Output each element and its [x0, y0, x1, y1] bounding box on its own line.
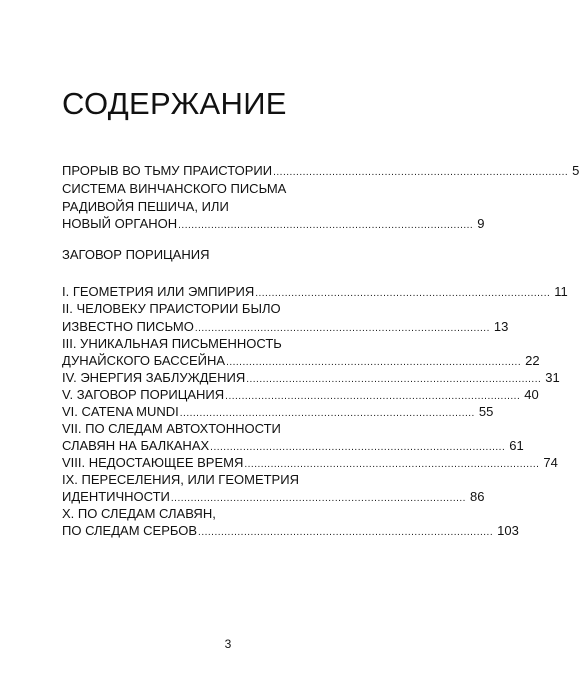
toc-entry [62, 471, 299, 489]
toc-entry [62, 420, 281, 438]
toc-entry-page: 40 [524, 387, 539, 402]
toc-leader-dots: .......................................................................................... [198, 527, 494, 538]
toc-leader-dots: .......................................................................................... [255, 288, 551, 299]
toc-leader-dots: .......................................................................................... [226, 357, 522, 368]
toc-entry-title: VIII. НЕДОСТАЮЩЕЕ ВРЕМЯ [62, 455, 244, 470]
toc-entry-title: СЛАВЯН НА БАЛКАНАХ [62, 438, 210, 453]
toc-entry-title: ИЗВЕСТНО ПИСЬМО [62, 319, 194, 334]
toc-entry-title: ЗАГОВОР ПОРИЦАНИЯ [62, 247, 210, 262]
toc-entry-title: I. ГЕОМЕТРИЯ ИЛИ ЭМПИРИЯ [62, 284, 255, 299]
toc-entry-page: 31 [545, 370, 560, 385]
toc-entry-title: ИДЕНТИЧНОСТИ [62, 489, 170, 504]
toc-entry-title: IX. ПЕРЕСЕЛЕНИЯ, ИЛИ ГЕОМЕТРИЯ [62, 472, 299, 487]
toc-entry [62, 335, 282, 353]
toc-entry-title: X. ПО СЛЕДАМ СЛАВЯН, [62, 506, 216, 521]
page-number: 3 [224, 637, 232, 651]
toc-entry-title: ДУНАЙСКОГО БАССЕЙНА [62, 353, 226, 368]
toc-entry-page: 61 [509, 438, 524, 453]
toc-entry-title: VI. CATENA MUNDI [62, 404, 179, 419]
toc-leader-dots: .......................................................................................... [179, 408, 475, 419]
toc-entry-page: 55 [478, 404, 494, 419]
toc-entry-page: 5 [572, 163, 579, 178]
toc-leader-dots: .......................................................................................... [225, 391, 521, 402]
toc-entry-page: 13 [493, 319, 509, 334]
toc-entry-title: РАДИВОЙЯ ПЕШИЧА, ИЛИ [62, 199, 229, 214]
toc-entry-page: 11 [554, 284, 568, 299]
page-title: СОДЕРЖАНИЕ [62, 86, 287, 121]
toc-leader-dots: .......................................................................................... [178, 220, 474, 231]
toc-entry-page: 9 [477, 216, 485, 231]
toc-leader-dots: .......................................................................................... [244, 459, 540, 470]
toc-entry-page: 86 [469, 489, 485, 504]
toc-entry-title: ПРОРЫВ ВО ТЬМУ ПРАИСТОРИИ [62, 163, 273, 178]
toc-entry-title: ПО СЛЕДАМ СЕРБОВ [62, 523, 198, 538]
toc-entry-title: II. ЧЕЛОВЕКУ ПРАИСТОРИИ БЫЛО [62, 301, 281, 316]
toc-entry-page: 103 [497, 523, 519, 538]
toc-leader-dots: .......................................................................................... [210, 442, 506, 453]
toc-entry [62, 162, 579, 182]
toc-entry-page: 74 [543, 455, 558, 470]
toc-entry [62, 198, 229, 216]
toc-entry-title: III. УНИКАЛЬНАЯ ПИСЬМЕННОСТЬ [62, 336, 282, 351]
toc-entry-title: V. ЗАГОВОР ПОРИЦАНИЯ [62, 387, 225, 402]
toc-entry-page: 22 [525, 353, 540, 368]
toc-entry-title: IV. ЭНЕРГИЯ ЗАБЛУЖДЕНИЯ [62, 370, 246, 385]
toc-entry [62, 505, 216, 523]
toc-leader-dots: .......................................................................................... [170, 493, 466, 504]
toc-entry [62, 215, 485, 235]
toc-part-heading [62, 246, 209, 264]
toc-leader-dots: .......................................................................................... [273, 167, 569, 178]
toc-entry [62, 180, 286, 198]
toc-entry [62, 522, 519, 542]
toc-entry-title: СИСТЕМА ВИНЧАНСКОГО ПИСЬМА [62, 181, 287, 196]
toc-entry-title: НОВЫЙ ОРГАНОН [62, 216, 178, 231]
toc-entry [62, 300, 281, 318]
toc-entry-title: VII. ПО СЛЕДАМ АВТОХТОННОСТИ [62, 421, 281, 436]
toc-leader-dots: .......................................................................................... [246, 374, 542, 385]
toc-leader-dots: .......................................................................................... [194, 323, 490, 334]
